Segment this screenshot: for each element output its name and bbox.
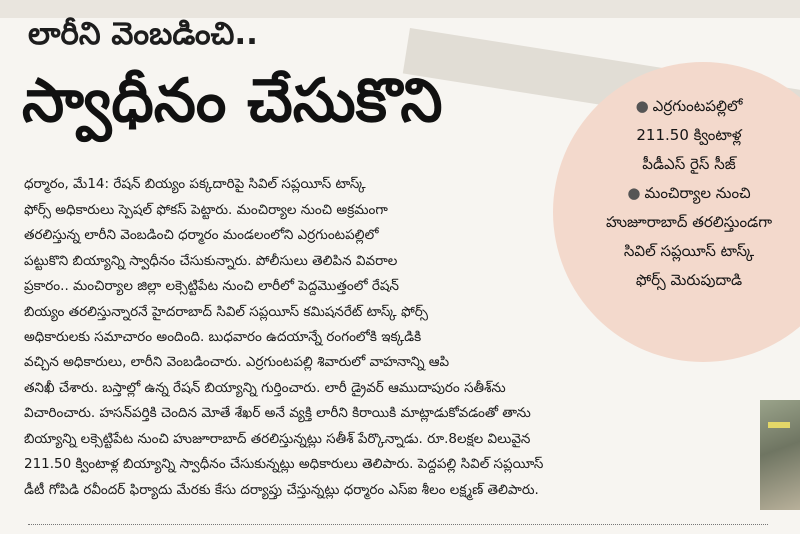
body-line: అధికారులకు సమాచారం అందింది. బుధవారం ఉదయాన్నే రంగంలోకి ఇక్కడికి: [24, 329, 422, 345]
photo-edge: [760, 400, 800, 510]
body-line: తనిఖీ చేశారు. బస్తాల్లో ఉన్న రేషన్ బియ్యాన్ని గుర్తించారు. లారీ డ్రైవర్ ఆముదాపురం సతీశ్‌ను: [24, 379, 506, 396]
highlight-item: [578, 179, 800, 295]
body-line: వచ్చిన అధికారులు, లారీని వెంబడించారు. ఎర్రగుంటపల్లి శివారులో వాహనాన్ని ఆపి: [24, 354, 450, 370]
highlight-line: మంచిర్యాల నుంచి: [644, 184, 751, 202]
highlights-box: [578, 92, 800, 295]
body-line: పట్టుకొని బియ్యాన్ని స్వాధీనం చేసుకున్నారు. పోలీసులు తెలిపిన వివరాల: [24, 252, 398, 269]
article-headline: స్వాధీనం చేసుకొని: [22, 66, 443, 136]
highlight-line: ఎర్రగుంటపల్లిలో: [652, 97, 743, 115]
body-line: 211.50 క్వింటాళ్ల బియ్యాన్ని స్వాధీనం చేసుకున్నట్లు అధికారులు తెలిపారు. పెద్దపల్లి సివిల్ సప్లయీస్: [24, 456, 544, 472]
body-line: బియ్యం తరలిస్తున్నారనే హైదరాబాద్ సివిల్ సప్లయీస్ కమిషనరేట్ టాస్క్ ఫోర్స్: [24, 303, 428, 320]
body-line: బియ్యాన్ని లక్సెట్టిపేట నుంచి హుజూరాబాద్ తరలిస్తున్నట్లు సతీశ్ పేర్కొన్నాడు. రూ.8లక్షల విలువైన: [24, 430, 531, 447]
highlight-line: పీడీఎస్ రైస్ సీజ్: [642, 155, 736, 173]
body-line: ధర్మారం, మే14: రేషన్ బియ్యం పక్కదారిపై సివిల్ సప్లయీస్ టాస్క్: [24, 176, 366, 192]
bullet-icon: ●: [635, 97, 649, 115]
article-body: [24, 172, 564, 351]
highlight-item: [578, 92, 800, 179]
highlight-line: సివిల్ సప్లయీస్ టాస్క్: [623, 242, 755, 260]
photo-detail: [768, 422, 790, 428]
article-body-full-width: [24, 350, 704, 503]
body-line: డీటీ గోపిడి రవీందర్ ఫిర్యాదు మేరకు కేసు దర్యాప్తు చేస్తున్నట్లు ధర్మారం ఎస్ఐ శీలం లక్ష్మణ్ తెలిపారు.: [24, 481, 539, 498]
highlight-line: హుజూరాబాద్ తరలిస్తుండగా: [605, 213, 773, 231]
body-line: ప్రకారం.. మంచిర్యాల జిల్లా లక్సెట్టిపేట నుంచి లారీలో పెద్దమొత్తంలో రేషన్: [24, 278, 399, 294]
body-line: తరలిస్తున్న లారీని వెంబడించి ధర్మారం మండలంలోని ఎర్రగుంటపల్లిలో: [24, 227, 379, 243]
article-kicker: లారీని వెంబడించి..: [28, 16, 258, 52]
body-line: ఫోర్స్ అధికారులు స్పెషల్ ఫోకస్ పెట్టారు. మంచిర్యాల నుంచి అక్రమంగా: [24, 201, 388, 218]
bottom-dotted-rule: [28, 524, 768, 525]
body-line: విచారించారు. హసన్‌పర్తికి చెందిన మోతే శేఖర్ అనే వ్యక్తి లారీని కిరాయికి మాట్లాడుకోవడంతో తాను: [24, 405, 531, 421]
bullet-icon: ●: [627, 184, 641, 202]
highlight-line: 211.50 క్వింటాళ్ల: [636, 126, 742, 144]
highlight-line: ఫోర్స్ మెరుపుదాడి: [635, 271, 743, 289]
